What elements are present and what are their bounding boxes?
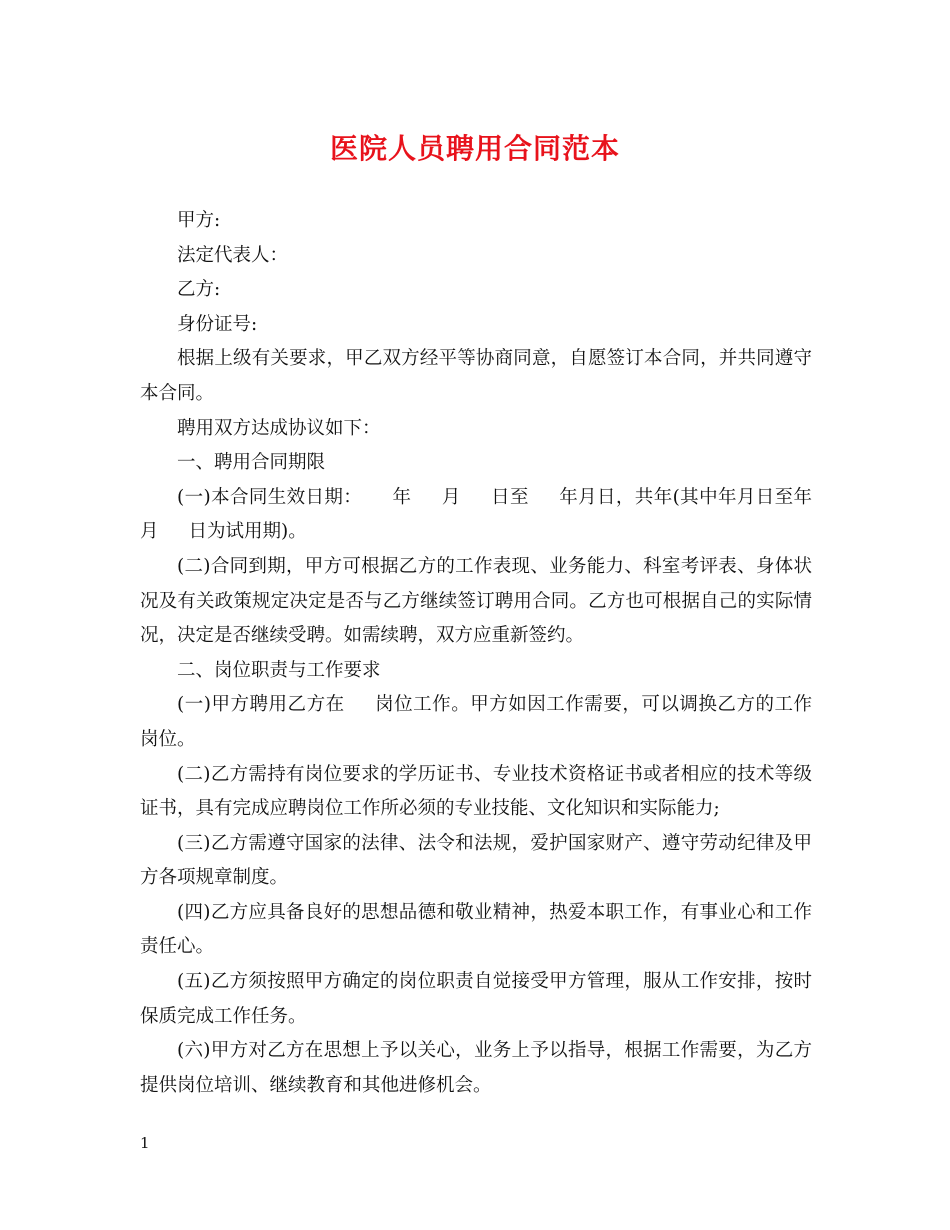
term-clause-2: (二)合同到期，甲方可根据乙方的工作表现、业务能力、科室考评表、身体状况及有关政策规定决定是否与乙方继续签订聘用合同。乙方也可根据自己的实际情况，决定是否继续受聘。如需续聘，双方应重新签约。 [140, 555, 812, 647]
position-clause-rest: 岗位工作。甲方如因工作需要，可以调换乙方的工作岗位。 [140, 694, 812, 750]
id-number-line: 身份证号: [177, 313, 258, 335]
duties-clause-6: (六)甲方对乙方在思想上予以关心，业务上予以指导，根据工作需要，为乙方提供岗位培训、继续教育和其他进修机会。 [140, 1040, 812, 1096]
duties-clause-5: (五)乙方须按照甲方确定的岗位职责自觉接受甲方管理，服从工作安排，按时保质完成工作任务。 [140, 971, 812, 1027]
section-heading-duties: 二、岗位职责与工作要求 [177, 659, 381, 681]
section-heading-term: 一、聘用合同期限 [177, 452, 326, 474]
document-body [140, 204, 812, 1103]
duties-clause-4: (四)乙方应具备良好的思想品德和敬业精神，热爱本职工作，有事业心和工作责任心。 [140, 901, 812, 958]
preamble-paragraph: 根据上级有关要求，甲乙双方经平等协商同意，自愿签订本合同，并共同遵守本合同。 [140, 348, 812, 404]
position-clause-prefix: (一)甲方聘用乙方在 [177, 694, 345, 716]
page-number: 1 [140, 1134, 150, 1152]
legal-representative-line: 法定代表人： [177, 244, 289, 266]
party-a-line: 甲方: [177, 210, 221, 231]
duties-clause-2: (二)乙方需持有岗位要求的学历证书、专业技术资格证书或者相应的技术等级证书，具有完成应聘岗位工作所必须的专业技能、文化知识和实际能力; [140, 763, 812, 820]
term-clause-year: 年 [392, 486, 412, 508]
party-b-line: 乙方: [177, 279, 221, 301]
duties-clause-3: (三)乙方需遵守国家的法律、法令和法规，爱护国家财产、遵守劳动纪律及甲方各项规章制度。 [140, 832, 812, 889]
term-clause-day-to: 日至 [490, 486, 529, 508]
document-title: 医院人员聘用合同范本 [329, 132, 620, 165]
duties-clause-1 [140, 688, 812, 757]
agreement-intro: 聘用双方达成协议如下： [177, 417, 381, 439]
term-clause-prefix: (一)本合同生效日期： [177, 486, 363, 508]
term-clause-1 [140, 481, 812, 550]
term-clause-month: 月 [441, 486, 461, 508]
term-clause-rest: 年月日，共年(其中年月日至年月 [140, 486, 812, 543]
term-clause-end: 日为试用期)。 [188, 521, 307, 543]
